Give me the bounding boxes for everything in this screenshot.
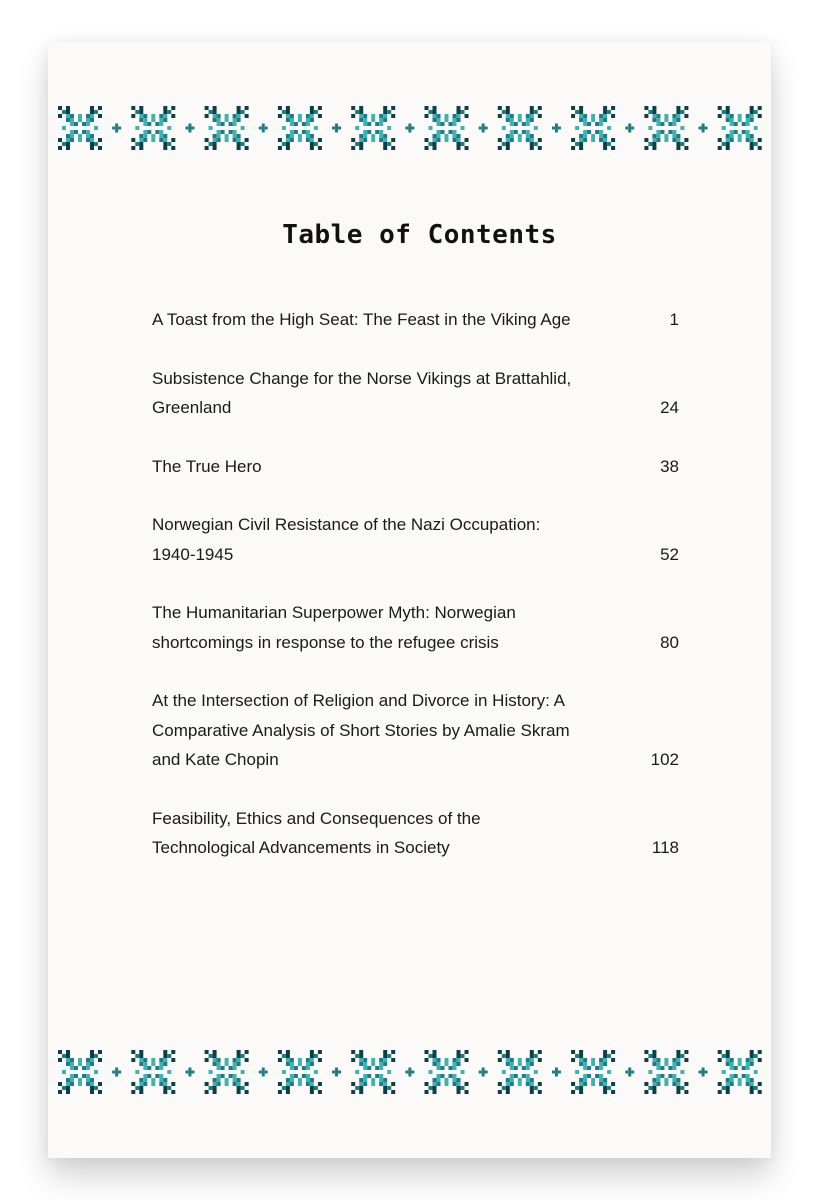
- toc-entry-page: 102: [650, 750, 679, 769]
- toc-entry-title: The Humanitarian Superpower Myth: Norwegian shortcomings in response to the refugee crisis: [152, 603, 516, 652]
- toc-entry-title: Subsistence Change for the Norse Vikings at Brattahlid, Greenland: [152, 368, 572, 417]
- toc-entry-title: A Toast from the High Seat: The Feast in the Viking Age: [152, 310, 571, 329]
- snowflake-motif: [58, 106, 102, 150]
- plus-separator: [332, 124, 341, 133]
- plus-separator: [625, 1068, 634, 1077]
- snowflake-motif: [131, 1050, 175, 1094]
- plus-separator: [552, 124, 561, 133]
- snowflake-motif: [571, 1050, 615, 1094]
- toc-entry-page: 24: [660, 398, 679, 417]
- toc-entry[interactable]: [152, 510, 679, 569]
- plus-separator: [552, 1068, 561, 1077]
- toc-entry-title: At the Intersection of Religion and Divorce in History: A Comparative Analysis of Short Stories by Amalie Skram and Kate Chopin: [152, 691, 570, 769]
- plus-separator: [185, 124, 194, 133]
- snowflake-motif: [205, 1050, 249, 1094]
- plus-separator: [259, 1068, 268, 1077]
- plus-separator: [699, 1068, 708, 1077]
- toc-entry[interactable]: [152, 452, 679, 482]
- toc-entry[interactable]: [152, 364, 679, 423]
- snowflake-motif: [425, 106, 469, 150]
- snowflake-motif: [131, 106, 175, 150]
- plus-separator: [479, 124, 488, 133]
- plus-separator: [112, 124, 121, 133]
- snowflake-motif: [425, 1050, 469, 1094]
- snowflake-motif: [58, 1050, 102, 1094]
- snowflake-motif: [205, 106, 249, 150]
- plus-separator: [699, 124, 708, 133]
- plus-separator: [332, 1068, 341, 1077]
- plus-separator: [185, 1068, 194, 1077]
- snowflake-motif: [278, 106, 322, 150]
- plus-separator: [405, 124, 414, 133]
- snowflake-motif: [718, 1050, 762, 1094]
- plus-separator: [479, 1068, 488, 1077]
- snowflake-motif: [644, 106, 688, 150]
- toc-entry[interactable]: [152, 686, 679, 775]
- toc-entry-title: The True Hero: [152, 456, 262, 476]
- toc-entry-page: 38: [660, 456, 679, 476]
- snowflake-motif: [351, 1050, 395, 1094]
- toc-entry[interactable]: [152, 804, 679, 863]
- snowflake-motif: [644, 1050, 688, 1094]
- toc-entry-title: Feasibility, Ethics and Consequences of the Technological Advancements in Society: [152, 808, 481, 857]
- snowflake-motif: [498, 1050, 542, 1094]
- toc-entry-page: 1: [669, 310, 679, 329]
- plus-separator: [625, 124, 634, 133]
- page-title: Table of Contents: [282, 220, 557, 250]
- snowflake-motif: [498, 106, 542, 150]
- toc-entry-page: 80: [660, 632, 679, 652]
- snowflake-motif: [351, 106, 395, 150]
- snowflake-motif: [718, 106, 762, 150]
- toc-entry-title: Norwegian Civil Resistance of the Nazi Occupation: 1940-1945: [152, 515, 541, 564]
- toc-entry[interactable]: [152, 598, 679, 657]
- book-page: [48, 42, 771, 1158]
- plus-separator: [112, 1068, 121, 1077]
- snowflake-pattern-bottom: [58, 1048, 771, 1096]
- plus-separator: [405, 1068, 414, 1077]
- top-pattern-border: [58, 104, 771, 152]
- toc-entry-page: 118: [651, 838, 679, 857]
- plus-separator: [259, 124, 268, 133]
- snowflake-motif: [571, 106, 615, 150]
- bottom-pattern-border: [58, 1048, 771, 1096]
- toc-list: [152, 305, 679, 892]
- toc-entry[interactable]: [152, 305, 679, 335]
- toc-entry-page: 52: [660, 544, 679, 564]
- snowflake-pattern-top: [58, 104, 771, 152]
- snowflake-motif: [278, 1050, 322, 1094]
